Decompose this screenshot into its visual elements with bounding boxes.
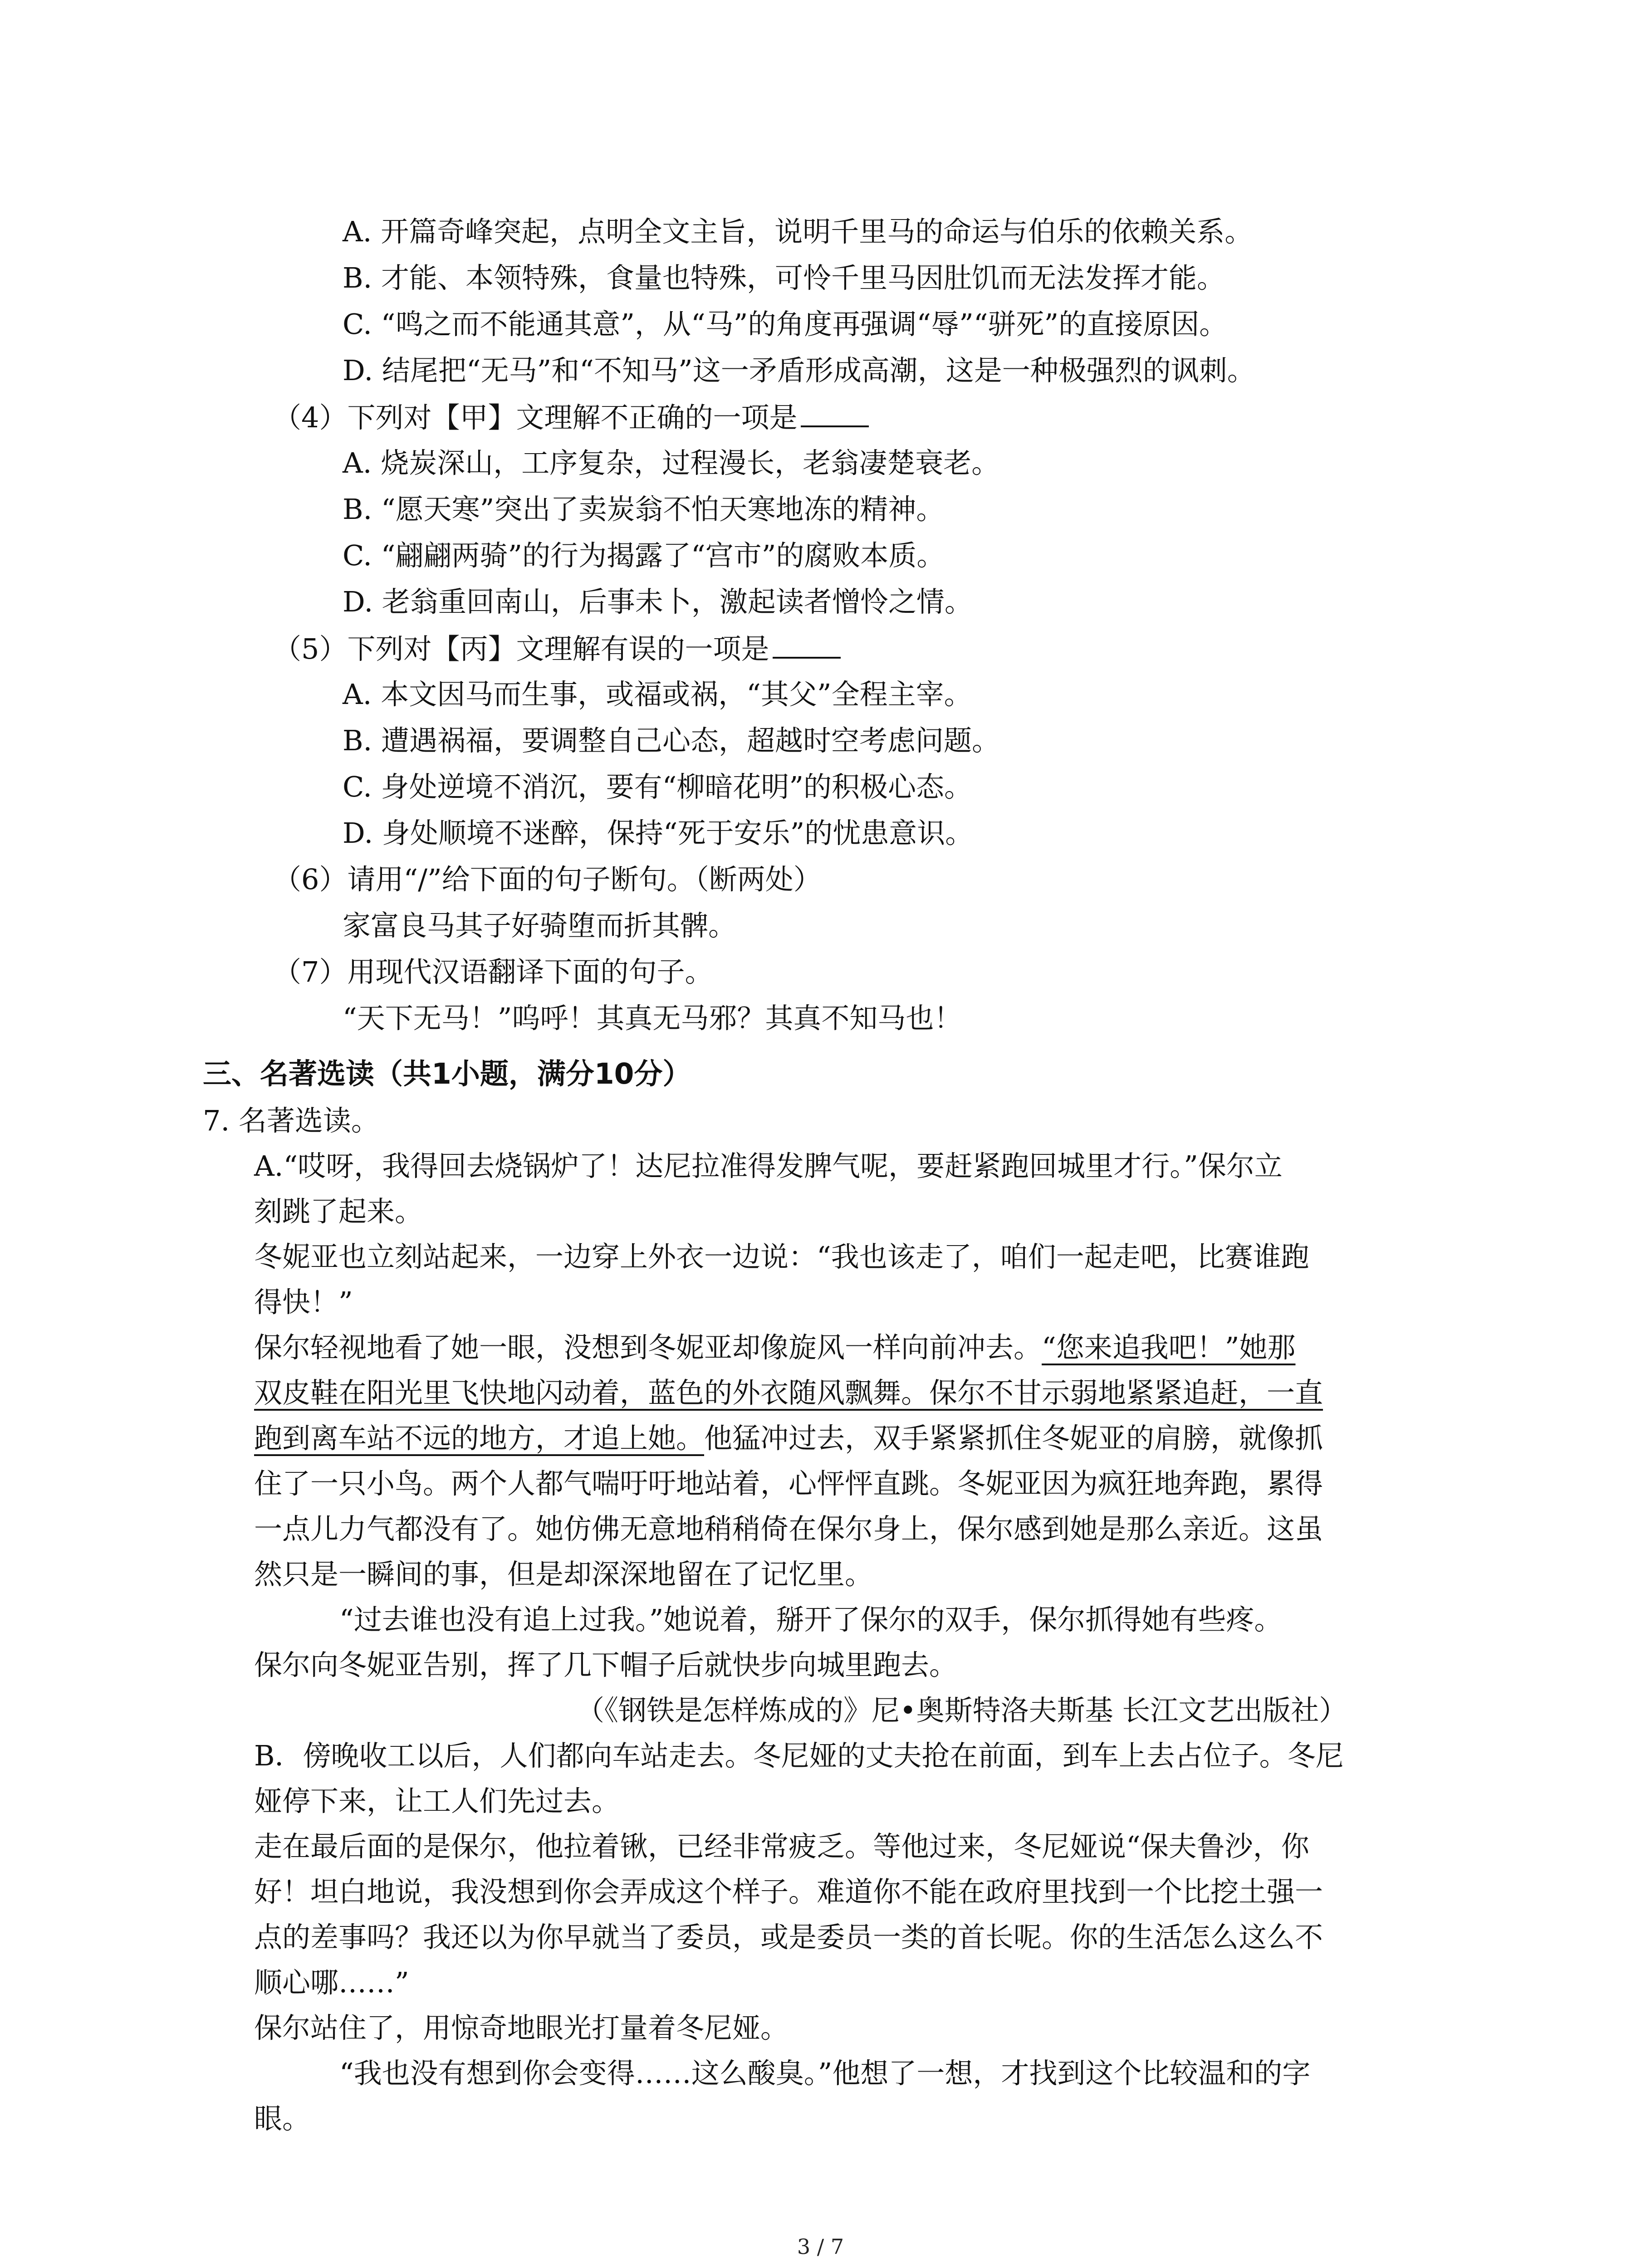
q5-answer-blank[interactable] [773,634,841,659]
passage-a-line: 冬妮亚也立刻站起来，一边穿上外衣一边说：“我也该走了，咱们一起走吧，比赛谁跑 [254,1240,1309,1273]
q3-option-b: B. 才能、本领特殊，食量也特殊，可怜千里马因肚饥而无法发挥才能。 [343,261,1225,294]
passage-b-line: 保尔站住了，用惊奇地眼光打量着冬尼娅。 [254,2011,789,2044]
passage-a-line: 保尔向冬妮亚告别，挥了几下帽子后就快步向城里跑去。 [254,1648,958,1681]
underlined-excerpt: 双皮鞋在阳光里飞快地闪动着，蓝色的外衣随风飘舞。保尔不甘示弱地紧紧追赶，一直 [254,1376,1323,1409]
q7-translate-sentence: “天下无马！”呜呼！其真无马邪？其真不知马也！ [343,1002,962,1035]
q4-stem: （4）下列对【甲】文理解不正确的一项是 [273,401,798,434]
passage-a-line: “过去谁也没有追上过我。”她说着，掰开了保尔的双手，保尔抓得她有些疼。 [339,1603,1283,1636]
passage-b-line: B．傍晚收工以后，人们都向车站走去。冬尼娅的丈夫抢在前面，到车上去占位子。冬尼 [254,1739,1344,1772]
q5-stem: （5）下列对【丙】文理解有误的一项是 [273,632,769,665]
q6-sentence: 家富良马其子好骑堕而折其髀。 [343,909,737,942]
underlined-excerpt: “您来追我吧！”她那 [1042,1331,1296,1364]
q4-stem-line [273,403,869,432]
passage-a-line: 一点儿力气都没有了。她仿佛无意地稍稍倚在保尔身上，保尔感到她是那么亲近。这虽 [254,1512,1323,1545]
passage-a-text: 保尔轻视地看了她一眼，没想到冬妮亚却像旋风一样向前冲去。 [254,1331,1042,1364]
passage-b-line: 顺心哪……” [254,1966,409,1999]
underlined-excerpt: 跑到离车站不远的地方，才追上她。 [254,1422,705,1455]
q4-option-d: D. 老翁重回南山，后事未卜，激起读者憎怜之情。 [343,585,973,618]
passage-a-line [254,1331,1296,1364]
q5-option-c: C. 身处逆境不消沉，要有“柳暗花明”的积极心态。 [343,770,973,803]
q4-answer-blank[interactable] [801,403,869,427]
q4-option-b: B. “愿天寒”突出了卖炭翁不怕天寒地冻的精神。 [343,493,945,526]
passage-a-line: 得快！” [254,1286,353,1319]
passage-b-line: 好！坦白地说，我没想到你会弄成这个样子。难道你不能在政府里找到一个比挖土强一 [254,1875,1323,1908]
q3-option-c: C. “鸣之而不能通其意”，从“马”的角度再强调“辱”“骈死”的直接原因。 [343,308,1228,341]
passage-b-line: 眼。 [254,2102,311,2135]
passage-a-line: 然只是一瞬间的事，但是却深深地留在了记忆里。 [254,1558,873,1591]
question-7-title: 7. 名著选读。 [203,1104,379,1137]
q5-stem-line [273,634,841,663]
passage-b-line: 娅停下来，让工人们先过去。 [254,1784,620,1818]
passage-a-line [254,1376,1323,1409]
q7-translate-stem: （7）用现代汉语翻译下面的句子。 [273,955,713,988]
passage-b-line: “我也没有想到你会变得……这么酸臭。”他想了一想，才找到这个比较温和的字 [339,2057,1311,2090]
passage-b-line: 走在最后面的是保尔，他拉着锹，已经非常疲乏。等他过来，冬尼娅说“保夫鲁沙，你 [254,1830,1309,1863]
q4-option-c: C. “翩翩两骑”的行为揭露了“宫市”的腐败本质。 [343,539,945,572]
passage-b-line: 点的差事吗？我还以为你早就当了委员，或是委员一类的首长呢。你的生活怎么这么不 [254,1921,1323,1954]
q6-stem: （6）请用“/”给下面的句子断句。（断两处） [273,863,822,896]
passage-a-line: 住了一只小鸟。两个人都气喘吁吁地站着，心怦怦直跳。冬妮亚因为疯狂地奔跑，累得 [254,1467,1323,1500]
passage-a-line [254,1422,1323,1455]
passage-a-source: （《钢铁是怎样炼成的》尼•奥斯特洛夫斯基 长江文艺出版社） [576,1694,1347,1727]
section-title: 三、名著选读（共1小题，满分10分） [203,1057,691,1090]
q5-option-b: B. 遭遇祸福，要调整自己心态，超越时空考虑问题。 [343,724,1000,757]
passage-a-text: 他猛冲过去，双手紧紧抓住冬妮亚的肩膀，就像抓 [704,1422,1323,1455]
q4-option-a: A. 烧炭深山，工序复杂，过程漫长，老翁凄楚衰老。 [343,446,1000,479]
passage-a-line: 刻跳了起来。 [254,1195,423,1228]
q3-option-a: A. 开篇奇峰突起，点明全文主旨，说明千里马的命运与伯乐的依赖关系。 [343,215,1253,248]
passage-a-line: A.“哎呀，我得回去烧锅炉了！达尼拉准得发脾气呢，要赶紧跑回城里才行。”保尔立 [254,1149,1283,1183]
q5-option-d: D. 身处顺境不迷醉，保持“死于安乐”的忧患意识。 [343,816,974,850]
page-number: 3 / 7 [797,2234,844,2259]
q5-option-a: A. 本文因马而生事，或福或祸，“其父”全程主宰。 [343,678,972,711]
q3-option-d: D. 结尾把“无马”和“不知马”这一矛盾形成高潮，这是一种极强烈的讽刺。 [343,354,1255,387]
